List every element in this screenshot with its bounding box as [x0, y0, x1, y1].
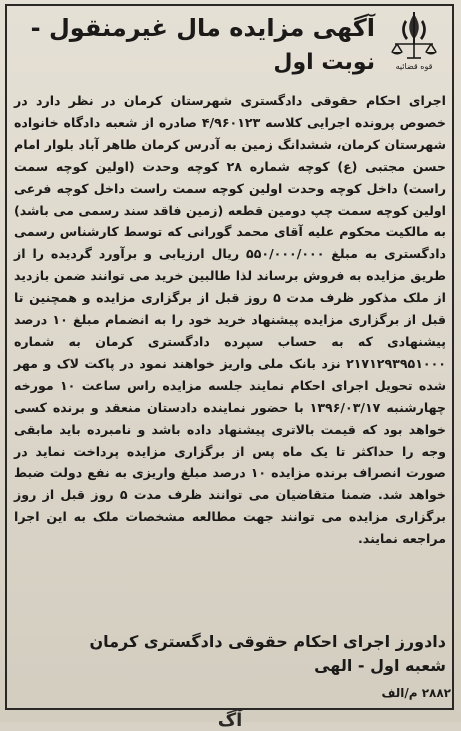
emblem-caption: قوه قضائیه — [395, 62, 433, 71]
signature-line-2: شعبه اول - الهی — [314, 656, 446, 675]
notice-title: آگهی مزایده مال غیرمنقول - — [30, 14, 375, 42]
signature-block — [14, 630, 446, 678]
notice-subtitle: نوبت اول — [273, 50, 375, 75]
next-notice-partial-text: آگ — [217, 710, 243, 731]
notice-header — [12, 10, 449, 88]
notice-code: ۲۸۸۲ م/الف — [381, 686, 451, 700]
notice-body: اجرای احکام حقوقی دادگستری شهرستان کرمان در نظر دارد در خصوص پرونده اجرایی کلاسه ۴/۹۶۰۱۲۳ صادره از شعبه دادگاه خانواده شهرستان کرمان، ششدانگ زمین به آدرس کرمان طاهر آباد بلوار امام حسن مجتبی (ع) کوچه شماره ۲۸ کوچه وحدت (اولین کوچه سمت راست) داخل کوچه وحدت اولین کوچه سمت راست داخل کوچه فرعی اولین کوچه سمت چپ دومین قطعه (زمین فاقد سند رسمی می باشد) به مالکیت محکوم علیه آقای محمد گورانی که توسط کارشناس رسمی دادگستری به مبلغ ۵۵۰/۰۰۰/۰۰۰ ریال ارزیابی و برآورد گردیده را از طریق مزایده به فروش برساند لذا طالبین خرید می توانند ضمن بازدید از ملک مذکور ظرف مدت ۵ روز قبل از برگزاری مزایده و همچنین تا قبل از برگزاری مزایده پیشنهاد خرید خود را به انضمام مبلغ ۱۰ درصد پیشنهادی که به حساب سپرده دادگستری کرمان به شماره ۲۱۷۱۲۹۳۹۵۱۰۰۰ نزد بانک ملی واریز خواهند نمود در پاکت لاک و مهر شده تحویل اجرای احکام نمایند جلسه مزایده راس ساعت ۱۰ مورخه چهارشنبه ۱۳۹۶/۰۳/۱۷ با حضور نماینده دادستان منعقد و برنده کسی خواهد بود که قیمت بالاتری پیشنهاد داده باشد و نامبرده باید مابقی وجه را حداکثر تا یک ماه پس از برگزاری مزایده پرداخت نماید در صورت انصراف برنده مزایده ۱۰ درصد مبلغ واریزی به نفع دولت ضبط خواهد شد. ضمنا متقاضیان می توانند ظرف مدت ۵ روز قبل از روز برگزاری مزایده می توانند جهت مطالعه مشخصات ملک به این اجرا مراجعه نمایند. — [14, 93, 447, 547]
next-notice-partial — [130, 710, 330, 731]
signature-line-1: دادورز اجرای احکام حقوقی دادگستری کرمان — [89, 632, 446, 651]
